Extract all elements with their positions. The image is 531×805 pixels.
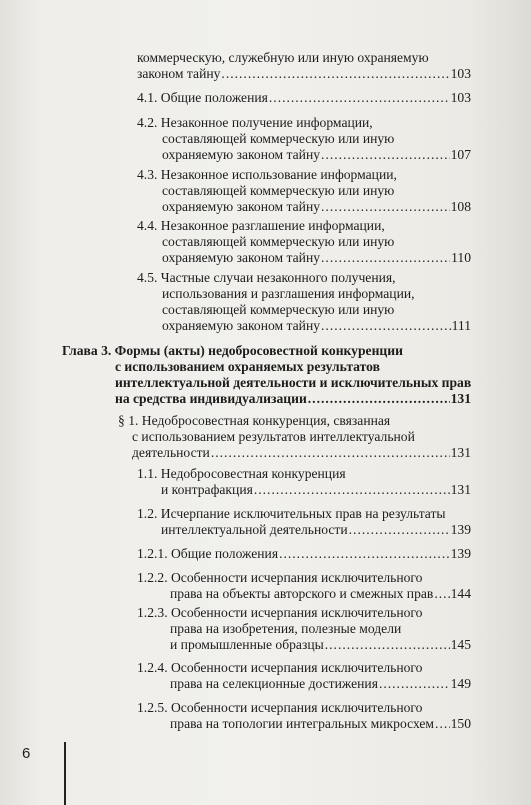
toc-entry-line: и промышленные образцы xyxy=(170,637,324,652)
toc-entry-line: интеллектуальной деятельности xyxy=(161,522,348,537)
leader-dots xyxy=(254,482,450,498)
toc-entry-line: 1.2.3. Особенности исчерпания исключительного xyxy=(137,605,423,620)
toc-entry-1-2-1 xyxy=(137,546,471,562)
toc-entry-line: коммерческую, служебную или иную охраняемую xyxy=(137,50,429,65)
toc-entry-line: составляющей коммерческую или иную xyxy=(162,234,395,249)
toc-entry-line: с использованием результатов интеллектуальной xyxy=(132,429,415,444)
toc-entry-line: 1.2.1. Общие положения xyxy=(137,546,279,561)
toc-entry-line: 1.2.5. Особенности исчерпания исключительного xyxy=(137,700,423,715)
toc-entry-line: и контрафакция xyxy=(161,482,253,497)
toc-entry-4-2 xyxy=(137,115,471,163)
leader-dots xyxy=(279,546,450,562)
leader-dots xyxy=(308,391,450,407)
toc-entry-line: на средства индивидуализации xyxy=(115,391,307,406)
toc-entry-line: 4.2. Незаконное получение информации, xyxy=(137,115,373,130)
page-number: 131 xyxy=(450,391,471,406)
toc-entry-line: 4.5. Частные случаи незаконного получения, xyxy=(137,270,396,285)
leader-dots xyxy=(321,250,450,266)
toc-entry-line: 1.2. Исчерпание исключительных прав на результаты xyxy=(137,506,446,521)
page-number: 107 xyxy=(450,147,471,162)
leader-dots xyxy=(211,445,450,461)
toc-entry-line: охраняемую законом тайну xyxy=(162,147,321,162)
toc-entry-line: охраняемую законом тайну xyxy=(162,318,321,333)
toc-entry-line: права на селекционные достижения xyxy=(170,676,378,691)
toc-chapter-3 xyxy=(62,343,471,407)
leader-dots xyxy=(321,199,450,215)
toc-entry-line: использования и разглашения информации, xyxy=(162,286,415,301)
page-number: 131 xyxy=(450,482,471,497)
toc-entry-line: законом тайну xyxy=(137,66,221,81)
leader-dots xyxy=(321,147,450,163)
page-number: 149 xyxy=(450,676,471,691)
toc-entry-line: 1.2.2. Особенности исчерпания исключительного xyxy=(137,570,423,585)
toc-entry-line: 1.2.4. Особенности исчерпания исключительного xyxy=(137,660,423,675)
toc-entry-line: деятельности xyxy=(132,445,210,460)
page-number: 103 xyxy=(450,66,471,81)
toc-entry-line: права на объекты авторского и смежных прав xyxy=(170,586,434,601)
toc-entry-1-1 xyxy=(137,466,471,498)
toc-entry-line: Глава 3. Формы (акты) недобросовестной конкуренции xyxy=(62,343,403,358)
leader-dots xyxy=(325,637,450,653)
toc-entry-1-2-2 xyxy=(137,570,471,602)
leader-dots xyxy=(379,676,450,692)
toc-entry-line: § 1. Недобросовестная конкуренция, связанная xyxy=(118,413,391,428)
toc-entry-1-2 xyxy=(137,506,471,538)
toc-entry-line: охраняемую законом тайну xyxy=(162,199,321,214)
binding-edge-line xyxy=(64,742,66,805)
leader-dots xyxy=(349,522,450,538)
page-number: 144 xyxy=(450,586,471,601)
toc-entry-4-5 xyxy=(137,270,471,334)
toc-entry-4-4 xyxy=(137,218,471,266)
leader-dots xyxy=(269,90,450,106)
toc-entry-line: составляющей коммерческую или иную xyxy=(162,183,395,198)
toc-entry-line: 4.4. Незаконное разглашение информации, xyxy=(137,218,385,233)
folio-page-number: 6 xyxy=(22,745,31,762)
toc-entry-line: интеллектуальной деятельности и исключительных прав xyxy=(115,375,472,390)
leader-dots xyxy=(221,66,449,82)
toc-entry-continuation xyxy=(137,50,471,82)
toc-entry-line: 4.3. Незаконное использование информации, xyxy=(137,167,397,182)
toc-entry-1-2-4 xyxy=(137,660,471,692)
page-number: 150 xyxy=(450,716,471,731)
page-number: 108 xyxy=(450,199,471,214)
toc-entry-line: с использованием охраняемых результатов xyxy=(115,359,380,374)
toc-entry-4-3 xyxy=(137,167,471,215)
toc-entry-line: 1.1. Недобросовестная конкуренция xyxy=(137,466,346,481)
page-number: 131 xyxy=(450,445,471,460)
toc-entry-4-1 xyxy=(137,90,471,106)
leader-dots xyxy=(434,586,449,602)
toc-entry-line: охраняемую законом тайну xyxy=(162,250,321,265)
page-number: 103 xyxy=(450,90,471,105)
toc-entry-line: составляющей коммерческую или иную xyxy=(162,131,395,146)
leader-dots xyxy=(435,716,450,732)
leader-dots xyxy=(321,318,451,334)
toc-entry-line: права на топологии интегральных микросхем xyxy=(170,716,435,731)
toc-section-1 xyxy=(118,413,471,461)
toc-entry-1-2-3 xyxy=(137,605,471,653)
page-number: 145 xyxy=(450,637,471,652)
page-number: 139 xyxy=(450,522,471,537)
toc-entry-line: права на изобретения, полезные модели xyxy=(170,621,402,636)
toc-entry-line: составляющей коммерческую или иную xyxy=(162,302,395,317)
toc-entry-line: 4.1. Общие положения xyxy=(137,90,268,105)
page-number: 111 xyxy=(451,318,471,333)
toc-entry-1-2-5 xyxy=(137,700,471,732)
page-number: 110 xyxy=(451,250,471,265)
page-number: 139 xyxy=(450,546,471,561)
